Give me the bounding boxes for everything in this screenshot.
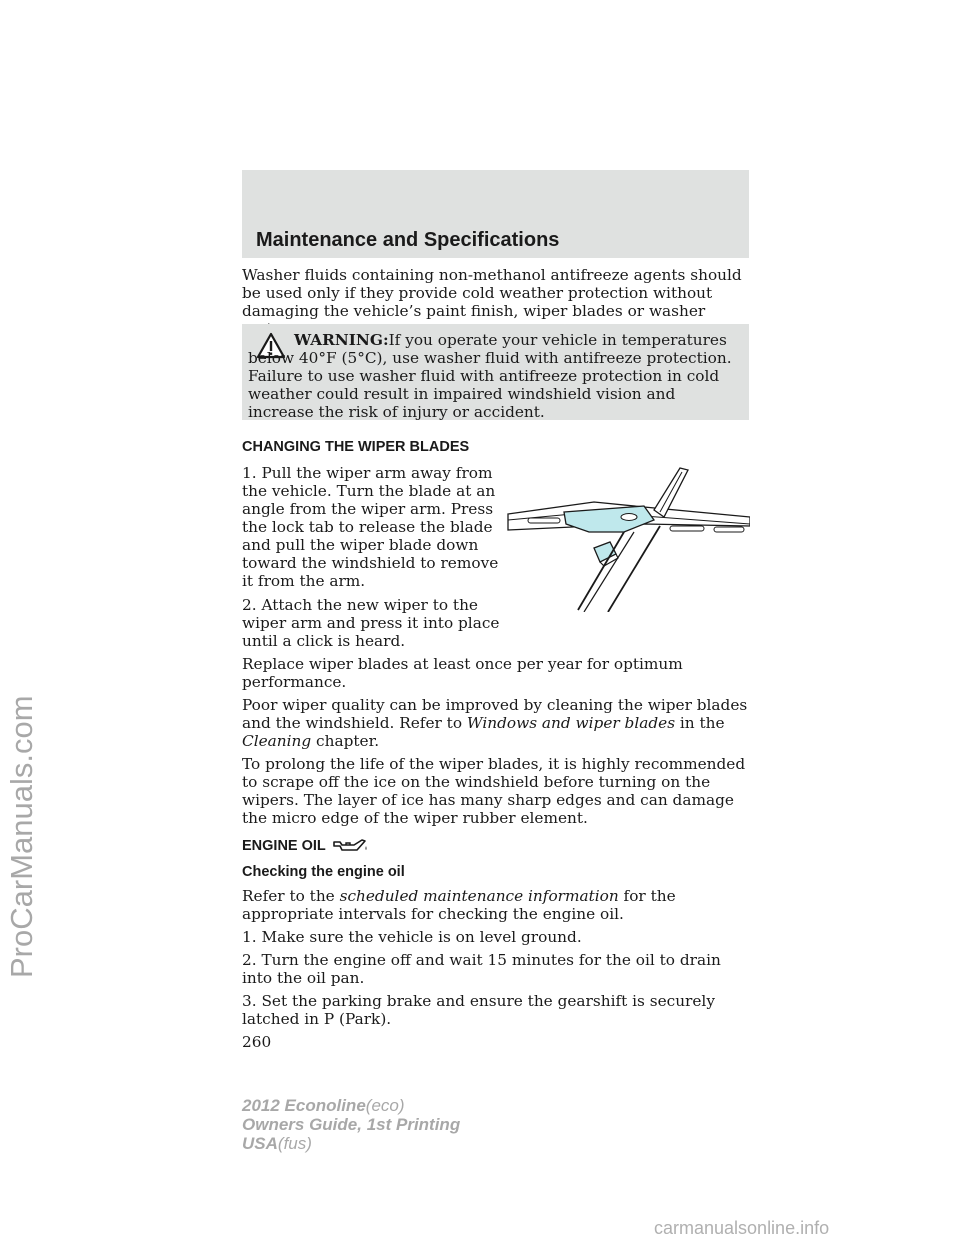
footer-model-code: (eco) [365,1096,405,1115]
oil-ref-post: for the appropriate intervals for checking the engine oil. [242,887,676,923]
oil-ref-pre: Refer to the [242,887,340,905]
wiper-blade-illustration [504,462,750,612]
quality-ref-cleaning: Cleaning [242,732,312,750]
footer-market: USA [242,1134,278,1153]
wiper-heading: CHANGING THE WIPER BLADES [242,439,470,455]
quality-mid: in the [675,714,725,732]
intro-text: Washer fluids containing non-methanol antifreeze agents should be used only if they provide cold weather protection without damaging the vehicle’s paint finish, wiper blades or washer [242,266,742,320]
bottom-watermark: carmanualsonline.info [654,1218,830,1238]
footer-model: 2012 Econoline [242,1096,366,1115]
side-watermark: ProCarManuals.com [4,695,39,978]
oil-subheading: Checking the engine oil [242,864,405,880]
wiper-step-2: 2. Attach the new wiper to the wiper arm and press it into place until a click is heard. [242,596,500,650]
oil-can-icon [332,837,368,853]
quality-ref-windows: Windows and wiper blades [466,714,676,732]
wiper-quality-note [242,696,752,750]
oil-step-1: 1. Make sure the vehicle is on level ground. [242,928,582,946]
oil-ref-italic: scheduled maintenance information [339,887,619,905]
footer [242,1096,460,1153]
oil-step-2: 2. Turn the engine off and wait 15 minutes for the oil to drain into the oil pan. [242,951,721,987]
quality-post: chapter. [311,732,380,750]
footer-line-3 [242,1134,460,1153]
warning-box [242,324,749,420]
footer-line-1 [242,1096,460,1115]
section-title: Maintenance and Specifications [256,229,560,251]
warning-label: WARNING: [294,331,389,349]
wiper-step-1: 1. Pull the wiper arm away from the vehicle. Turn the blade at an angle from the wiper arm. Press the lock tab to release the blade and pull the wiper blade down toward the windshield to remove it from the arm. [242,464,499,590]
oil-ref [242,887,752,923]
footer-line-2: Owners Guide, 1st Printing [242,1115,461,1134]
oil-step-3: 3. Set the parking brake and ensure the gearshift is securely latched in P (Park). [242,992,715,1028]
wiper-prolong-note: To prolong the life of the wiper blades, it is highly recommended to scrape off the ice on the windshield before turning on the wipers. The layer of ice has many sharp edges and can damage the micro edge of the wiper rubber element. [242,755,746,827]
footer-market-code: (fus) [277,1134,312,1153]
oil-heading: ENGINE OIL [242,838,326,854]
page-number: 260 [242,1033,272,1051]
warning-body: If you operate your vehicle in temperatures below 40°F (5°C), use washer fluid with antifreeze protection. Failure to use washer fluid with antifreeze protection in cold weather could result in impaired windshield vision and increase the risk of injury or accident. [248,331,732,421]
oil-heading-line [242,837,752,855]
wiper-replace-note: Replace wiper blades at least once per year for optimum performance. [242,655,683,691]
warning-text [248,331,740,421]
quality-pre: Poor wiper quality can be improved by cleaning the wiper blades and the windshield. Refer to [242,696,748,732]
